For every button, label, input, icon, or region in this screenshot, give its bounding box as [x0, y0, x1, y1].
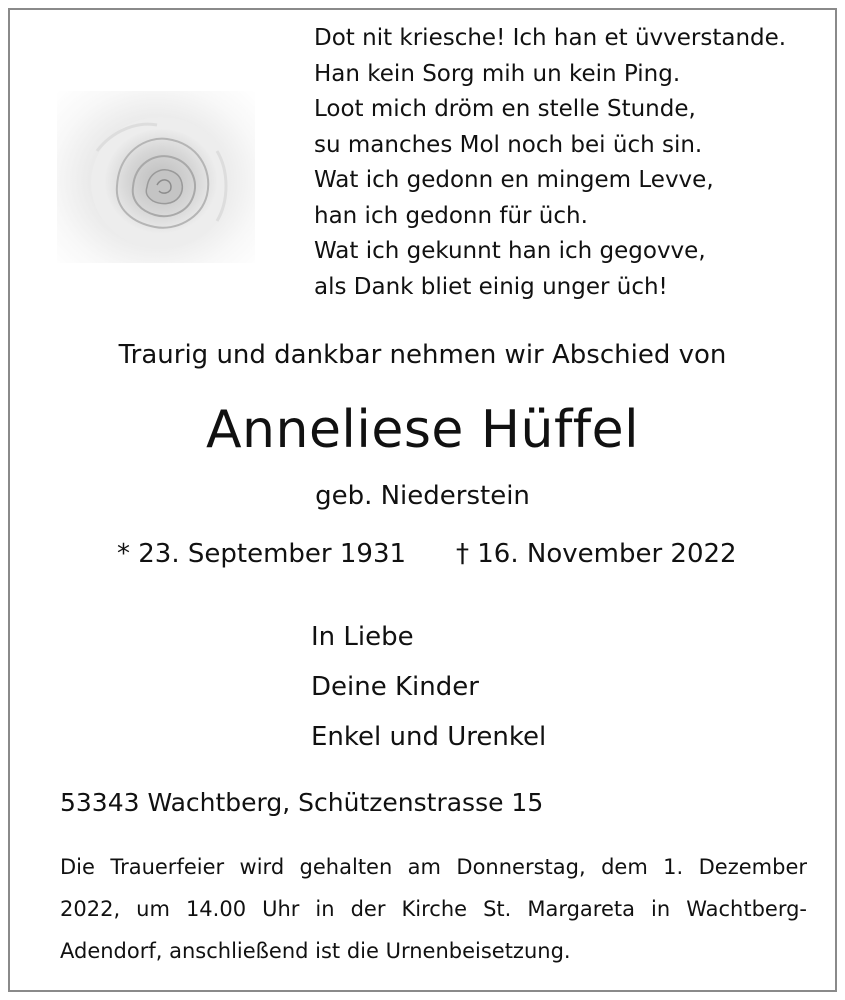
intro-text: Traurig und dankbar nehmen wir Abschied von — [118, 340, 727, 370]
signers — [311, 612, 546, 762]
poem-line: als Dank bliet einig unger üch! — [314, 273, 668, 300]
poem-line: Dot nit kriesche! Ich han et üvverstande. — [314, 25, 787, 51]
service-line: 2022, um 14.00 Uhr in der Kirche St. Margareta in Wachtberg- — [60, 897, 807, 921]
birth-name: geb. Niederstein — [315, 481, 530, 511]
address: 53343 Wachtberg, Schützenstrasse 15 — [60, 788, 544, 817]
birth-date: * 23. September 1931 — [117, 539, 407, 569]
poem-line: Han kein Sorg mih un kein Ping. — [314, 60, 681, 87]
rose-icon — [57, 91, 255, 263]
poem-line: Wat ich gekunnt han ich gegovve, — [314, 238, 706, 264]
service-info — [60, 846, 807, 972]
signer-line: In Liebe — [311, 622, 414, 652]
rose-image — [57, 91, 255, 263]
service-line: Die Trauerfeier wird gehalten am Donnerstag, dem 1. Dezember — [60, 855, 807, 879]
poem-line: han ich gedonn für üch. — [314, 202, 588, 229]
deceased-name: Anneliese Hüffel — [205, 400, 640, 460]
poem-line: Loot mich dröm en stelle Stunde, — [314, 96, 696, 122]
poem — [314, 21, 814, 305]
poem-line: Wat ich gedonn en mingem Levve, — [314, 167, 714, 193]
service-line: Adendorf, anschließend ist die Urnenbeisetzung. — [60, 939, 571, 963]
signer-line: Deine Kinder — [311, 672, 479, 702]
death-date: † 16. November 2022 — [456, 539, 737, 569]
poem-line: su manches Mol noch bei üch sin. — [314, 131, 703, 158]
signer-line: Enkel und Urenkel — [311, 722, 547, 752]
